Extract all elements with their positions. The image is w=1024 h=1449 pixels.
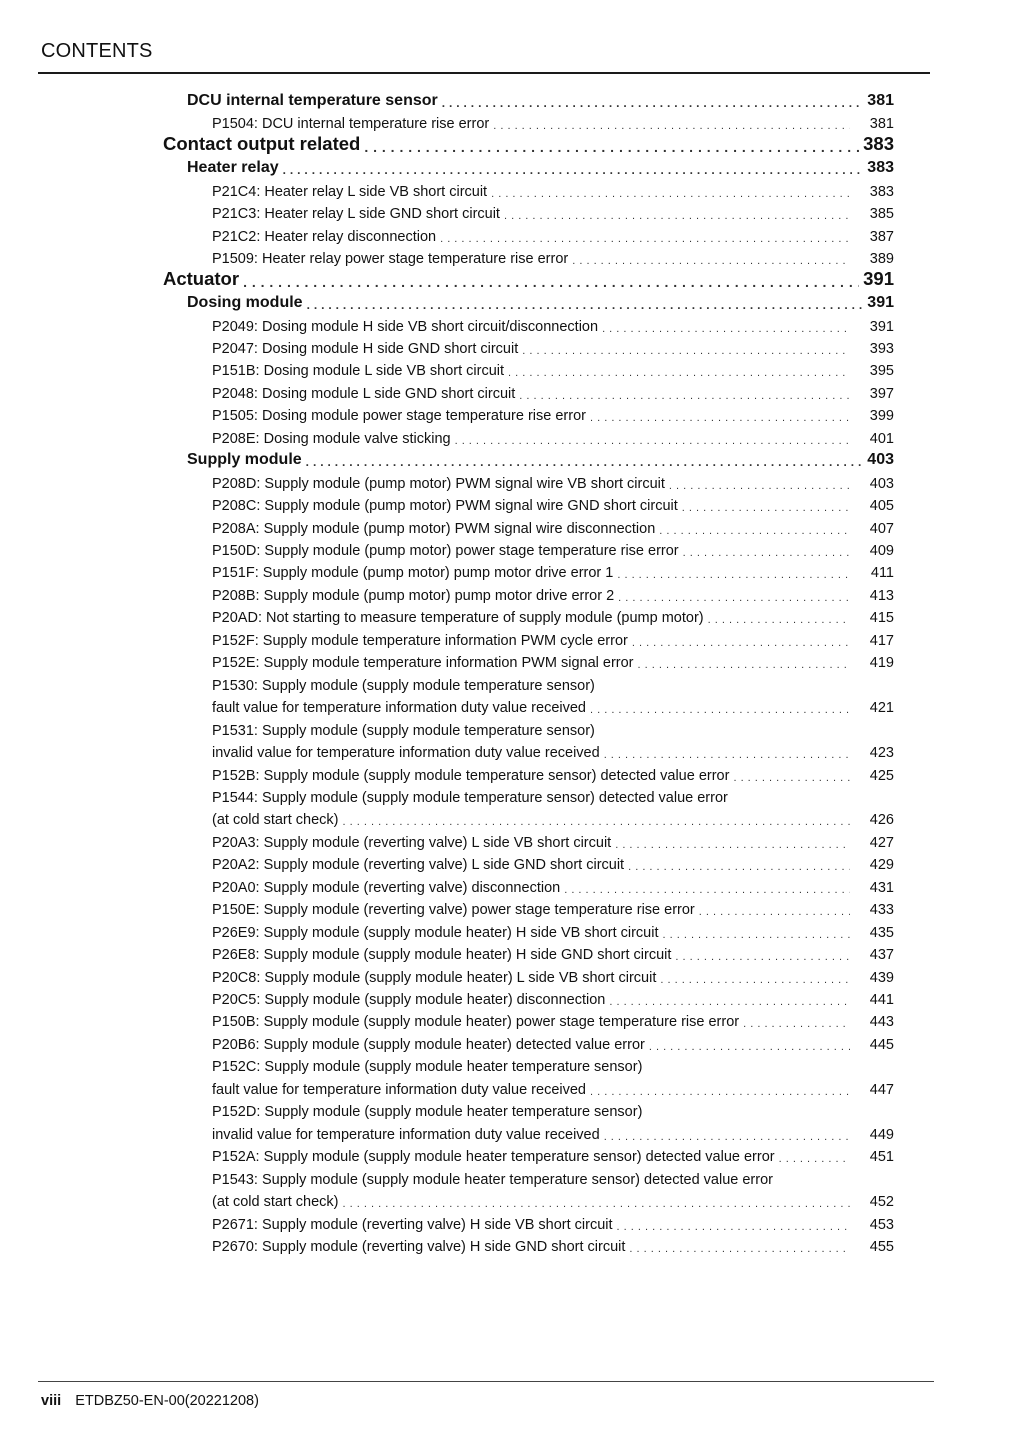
toc-entry-title-line[interactable] xyxy=(212,1098,894,1120)
toc-entry-title: P208E: Dosing module valve sticking xyxy=(212,430,451,447)
dot-leader xyxy=(708,614,850,626)
dot-leader xyxy=(493,120,850,132)
toc-entry-page-number: 393 xyxy=(869,340,894,357)
toc-entry-title: invalid value for temperature information duty value received xyxy=(212,1126,600,1143)
dot-leader xyxy=(306,455,864,469)
toc-entry-title: DCU internal temperature sensor xyxy=(187,92,438,109)
header-divider xyxy=(38,72,930,74)
toc-entry-page-number: 451 xyxy=(869,1149,894,1166)
toc-entry-title: P1509: Heater relay power stage temperature rise error xyxy=(212,251,569,268)
toc-entry[interactable] xyxy=(212,1008,894,1030)
toc-entry-page-number: 449 xyxy=(869,1126,894,1143)
toc-entry-page-number: 413 xyxy=(869,587,894,604)
toc-entry[interactable] xyxy=(187,155,894,177)
toc-entry[interactable] xyxy=(212,200,894,222)
toc-entry-page-number: 441 xyxy=(869,992,894,1008)
toc-entry-page-number: 397 xyxy=(869,385,894,402)
dot-leader xyxy=(649,1041,850,1053)
toc-entry[interactable] xyxy=(212,694,894,716)
dot-leader xyxy=(659,525,850,537)
toc-entry[interactable] xyxy=(212,582,894,604)
footer-doc-code: ETDBZ50-EN-00(20221208) xyxy=(75,1393,259,1409)
toc-entry-title: Actuator xyxy=(163,267,240,289)
dot-leader xyxy=(343,1198,850,1210)
dot-leader xyxy=(522,345,850,357)
toc-entry-page-number: 437 xyxy=(869,947,894,964)
toc-entry-title: fault value for temperature information duty value received xyxy=(212,700,586,717)
dot-leader xyxy=(519,390,850,402)
toc-entry-page-number: 381 xyxy=(867,92,894,109)
toc-entry-title: Heater relay xyxy=(187,159,279,177)
toc-entry-title: fault value for temperature information duty value received xyxy=(212,1081,586,1098)
toc-entry-title: P2047: Dosing module H side GND short circuit xyxy=(212,340,519,357)
toc-entry[interactable] xyxy=(212,402,894,424)
toc-entry[interactable] xyxy=(212,223,894,245)
toc-entry-title: P1530: Supply module (supply module temperature sensor) xyxy=(212,677,595,694)
toc-entry-page-number: 445 xyxy=(869,1036,894,1053)
dot-leader xyxy=(638,659,851,671)
footer-divider xyxy=(38,1381,934,1382)
dot-leader xyxy=(504,210,850,222)
toc-entry-page-number: 425 xyxy=(869,767,894,784)
toc-entry-title: P1505: Dosing module power stage temperature rise error xyxy=(212,408,586,425)
toc-entry-title: P2049: Dosing module H side VB short circuit/disconnection xyxy=(212,318,599,335)
toc-entry-page-number: 391 xyxy=(863,267,894,289)
toc-entry[interactable] xyxy=(212,1031,894,1053)
toc-entry-page-number: 391 xyxy=(867,294,894,312)
dot-leader xyxy=(455,435,850,447)
toc-entry[interactable] xyxy=(212,874,894,896)
toc-entry-page-number: 385 xyxy=(869,206,894,223)
toc-entry[interactable] xyxy=(212,110,894,132)
dot-leader xyxy=(590,704,850,716)
page-title: CONTENTS xyxy=(41,40,153,62)
toc-entry-page-number: 429 xyxy=(869,857,894,874)
toc-entry-page-number: 405 xyxy=(869,498,894,515)
dot-leader xyxy=(699,906,850,918)
toc-entry-title: P152D: Supply module (supply module heater temperature sensor) xyxy=(212,1104,643,1121)
toc-entry[interactable] xyxy=(212,851,894,873)
toc-entry-title: P152B: Supply module (supply module temperature sensor) detected value error xyxy=(212,767,730,784)
dot-leader xyxy=(675,951,850,963)
toc-entry-page-number: 439 xyxy=(869,969,894,986)
dot-leader xyxy=(618,592,850,604)
toc-entry[interactable] xyxy=(187,88,894,110)
dot-leader xyxy=(683,547,850,559)
toc-entry[interactable] xyxy=(212,1121,894,1143)
toc-entry[interactable] xyxy=(212,941,894,963)
dot-leader xyxy=(743,1018,850,1030)
dot-leader xyxy=(604,749,850,761)
dot-leader xyxy=(491,188,850,200)
toc-entry[interactable] xyxy=(212,896,894,918)
toc-entry-page-number: 391 xyxy=(869,318,894,335)
toc-entry[interactable] xyxy=(212,537,894,559)
page-footer xyxy=(41,1393,259,1409)
toc-entry[interactable] xyxy=(212,739,894,761)
toc-entry-title: Supply module xyxy=(187,451,302,469)
dot-leader xyxy=(615,839,850,851)
toc-entry-title: P20B6: Supply module (supply module heater) detected value error xyxy=(212,1036,645,1053)
toc-entry-title: P20A2: Supply module (reverting valve) L side GND short circuit xyxy=(212,857,625,874)
toc-entry-page-number: 426 xyxy=(869,812,894,829)
toc-entry-title: P208B: Supply module (pump motor) pump motor drive error 2 xyxy=(212,587,615,604)
toc-entry[interactable] xyxy=(212,964,894,986)
dot-leader xyxy=(660,974,850,986)
toc-entry-title: P26E8: Supply module (supply module heater) H side GND short circuit xyxy=(212,947,672,964)
toc-entry-title-line[interactable] xyxy=(212,1053,894,1075)
dot-leader xyxy=(733,772,850,784)
toc-entry[interactable] xyxy=(212,627,894,649)
toc-entry[interactable] xyxy=(212,178,894,200)
toc-entry[interactable] xyxy=(212,604,894,626)
toc-entry-title-line[interactable] xyxy=(212,1166,894,1188)
toc-entry[interactable] xyxy=(212,1143,894,1165)
toc-entry-page-number: 431 xyxy=(869,879,894,896)
dot-leader xyxy=(609,996,850,1008)
toc-entry-title: P20C5: Supply module (supply module heater) disconnection xyxy=(212,992,606,1008)
toc-entry-title: P152F: Supply module temperature information PWM cycle error xyxy=(212,632,628,649)
toc-entry-title-line[interactable] xyxy=(212,784,894,806)
toc-entry[interactable] xyxy=(212,313,894,335)
dot-leader xyxy=(604,1131,850,1143)
dot-leader xyxy=(632,637,850,649)
toc-entry-title-line[interactable] xyxy=(212,717,894,739)
toc-entry-title: P151B: Dosing module L side VB short circuit xyxy=(212,363,505,380)
toc-entry-title: (at cold start check) xyxy=(212,1194,339,1211)
dot-leader xyxy=(572,255,850,267)
toc-entry-title: P20A0: Supply module (reverting valve) disconnection xyxy=(212,879,561,896)
toc-entry-title: P1531: Supply module (supply module temperature sensor) xyxy=(212,722,595,739)
toc-entry-title: P1543: Supply module (supply module heater temperature sensor) detected value error xyxy=(212,1171,773,1188)
toc-entry-title: P152E: Supply module temperature information PWM signal error xyxy=(212,655,634,672)
toc-entry-page-number: 403 xyxy=(869,475,894,492)
toc-entry-page-number: 435 xyxy=(869,924,894,941)
toc-entry-title: Contact output related xyxy=(163,132,361,154)
toc-entry-page-number: 423 xyxy=(869,745,894,762)
toc-entry[interactable] xyxy=(163,133,894,155)
toc-entry-page-number: 409 xyxy=(869,543,894,559)
toc-entry-title: P150D: Supply module (pump motor) power stage temperature rise error xyxy=(212,543,679,559)
dot-leader xyxy=(307,298,864,312)
toc-entry-page-number: 452 xyxy=(869,1194,894,1211)
toc-entry-page-number: 383 xyxy=(869,183,894,200)
toc-entry-page-number: 395 xyxy=(869,363,894,380)
dot-leader xyxy=(682,502,850,514)
toc-entry-title: P208A: Supply module (pump motor) PWM signal wire disconnection xyxy=(212,520,656,537)
dot-leader xyxy=(442,96,864,110)
toc-entry-title: P151F: Supply module (pump motor) pump motor drive error 1 xyxy=(212,565,614,582)
toc-entry-page-number: 399 xyxy=(869,408,894,425)
dot-leader xyxy=(629,1243,850,1255)
toc-entry-title: Dosing module xyxy=(187,294,303,312)
dot-leader xyxy=(508,367,850,379)
toc-entry-title: P20AD: Not starting to measure temperature of supply module (pump motor) xyxy=(212,610,704,627)
dot-leader xyxy=(669,480,850,492)
toc-entry-title: P152C: Supply module (supply module heater temperature sensor) xyxy=(212,1059,643,1076)
dot-leader xyxy=(628,861,850,873)
toc-entry-title: P150E: Supply module (reverting valve) power stage temperature rise error xyxy=(212,902,695,919)
toc-entry-page-number: 407 xyxy=(869,520,894,537)
toc-entry[interactable] xyxy=(212,380,894,402)
dot-leader xyxy=(590,412,850,424)
footer-page-number: viii xyxy=(41,1393,62,1409)
dot-leader xyxy=(663,929,851,941)
toc-entry[interactable] xyxy=(212,986,894,1008)
toc-entry-page-number: 447 xyxy=(869,1081,894,1098)
dot-leader xyxy=(779,1153,850,1165)
dot-leader xyxy=(602,323,850,335)
toc-entry[interactable] xyxy=(212,1233,894,1255)
toc-entry-title: P26E9: Supply module (supply module heater) H side VB short circuit xyxy=(212,924,659,941)
toc-entry-page-number: 455 xyxy=(869,1238,894,1255)
toc-entry[interactable] xyxy=(212,470,894,492)
toc-entry[interactable] xyxy=(212,1188,894,1210)
dot-leader xyxy=(564,884,850,896)
toc-entry[interactable] xyxy=(212,829,894,851)
toc-entry[interactable] xyxy=(212,649,894,671)
dot-leader xyxy=(364,139,859,155)
toc-entry[interactable] xyxy=(212,762,894,784)
toc-entry-title: invalid value for temperature information duty value received xyxy=(212,745,600,762)
dot-leader xyxy=(617,569,850,581)
toc-entry-page-number: 421 xyxy=(869,700,894,717)
toc-entry[interactable] xyxy=(187,447,894,469)
toc-entry-page-number: 403 xyxy=(867,451,894,469)
dot-leader xyxy=(617,1221,850,1233)
toc-entry[interactable] xyxy=(212,1076,894,1098)
toc-entry-title: P152A: Supply module (supply module heater temperature sensor) detected value error xyxy=(212,1149,775,1166)
toc-entry-title: P2670: Supply module (reverting valve) H side GND short circuit xyxy=(212,1238,626,1255)
toc-entry-page-number: 453 xyxy=(869,1216,894,1233)
dot-leader xyxy=(440,233,850,245)
toc-entry[interactable] xyxy=(212,492,894,514)
toc-entry-title: P150B: Supply module (supply module heater) power stage temperature rise error xyxy=(212,1014,740,1031)
dot-leader xyxy=(343,816,850,828)
toc-entry-title: P1544: Supply module (supply module temperature sensor) detected value error xyxy=(212,789,728,806)
toc-entry-page-number: 433 xyxy=(869,902,894,919)
toc-entry-page-number: 443 xyxy=(869,1014,894,1031)
toc-entry-page-number: 389 xyxy=(869,251,894,268)
toc-entry-title: P2671: Supply module (reverting valve) H side VB short circuit xyxy=(212,1216,613,1233)
dot-leader xyxy=(283,163,864,177)
toc-entry[interactable] xyxy=(212,357,894,379)
toc-entry-page-number: 415 xyxy=(869,610,894,627)
toc-entry[interactable] xyxy=(212,515,894,537)
toc-entry-page-number: 383 xyxy=(863,132,894,154)
toc-entry[interactable] xyxy=(212,559,894,581)
toc-entry[interactable] xyxy=(187,290,894,312)
toc-entry-title: P21C3: Heater relay L side GND short circuit xyxy=(212,206,500,223)
toc-entry[interactable] xyxy=(163,268,894,290)
toc-entry-title-line[interactable] xyxy=(212,672,894,694)
toc-entry-page-number: 419 xyxy=(869,655,894,672)
toc-entry-page-number: 383 xyxy=(867,159,894,177)
toc-entry[interactable] xyxy=(212,1211,894,1233)
toc-entry-title: P208D: Supply module (pump motor) PWM signal wire VB short circuit xyxy=(212,475,665,492)
toc-entry-title: P21C4: Heater relay L side VB short circuit xyxy=(212,183,488,200)
toc-entry-title: P20A3: Supply module (reverting valve) L side VB short circuit xyxy=(212,834,612,851)
toc-entry[interactable] xyxy=(212,335,894,357)
toc-entry-title: (at cold start check) xyxy=(212,812,339,829)
toc-entry-page-number: 387 xyxy=(869,228,894,245)
toc-entry-title: P20C8: Supply module (supply module heater) L side VB short circuit xyxy=(212,969,657,986)
toc-entry-title: P21C2: Heater relay disconnection xyxy=(212,228,437,245)
toc-entry[interactable] xyxy=(212,425,894,447)
toc-entry[interactable] xyxy=(212,919,894,941)
dot-leader xyxy=(590,1086,850,1098)
toc-entry-title: P2048: Dosing module L side GND short circuit xyxy=(212,385,516,402)
toc-entry-title: P1504: DCU internal temperature rise error xyxy=(212,116,490,133)
toc-entry[interactable] xyxy=(212,806,894,828)
toc-entry-page-number: 417 xyxy=(869,632,894,649)
toc-entry-page-number: 401 xyxy=(869,430,894,447)
dot-leader xyxy=(243,274,859,290)
toc-entry-page-number: 427 xyxy=(869,834,894,851)
toc-entry[interactable] xyxy=(212,245,894,267)
toc-entry-title: P208C: Supply module (pump motor) PWM signal wire GND short circuit xyxy=(212,498,678,515)
toc-entry-page-number: 381 xyxy=(869,116,894,133)
toc-entry-page-number: 411 xyxy=(870,565,894,582)
